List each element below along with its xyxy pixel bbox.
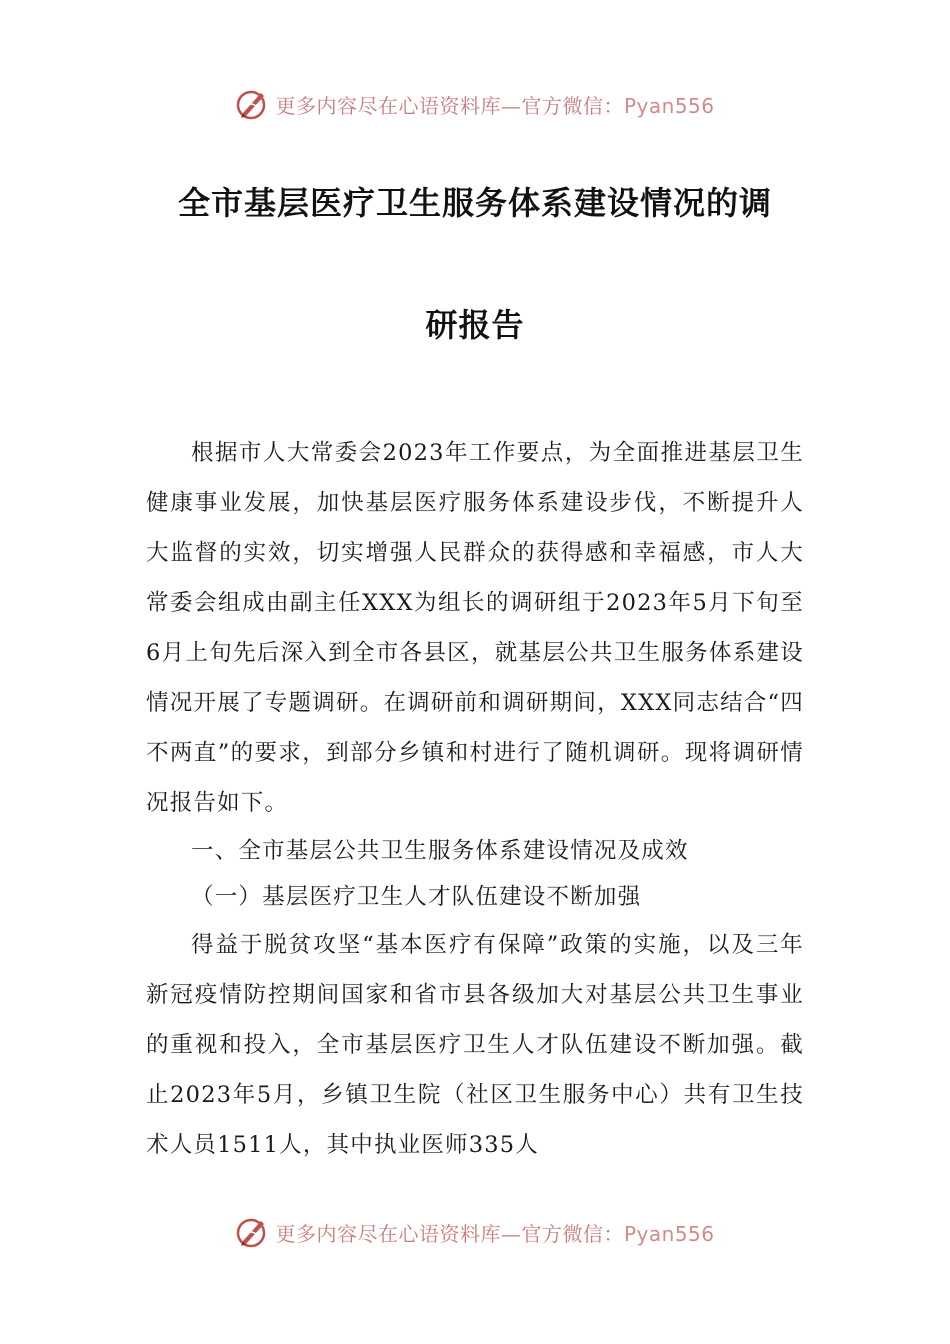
header-watermark-banner — [0, 84, 950, 124]
banner-wechat-id: Pyan556 — [623, 1221, 715, 1246]
pen-circle-logo-icon — [235, 1215, 269, 1249]
footer-watermark-banner — [0, 1212, 950, 1252]
banner-text: 更多内容尽在心语资料库—官方微信：Pyan556 — [275, 93, 715, 118]
document-title-line-1: 全市基层医疗卫生服务体系建设情况的调 — [177, 184, 772, 222]
document-body — [146, 428, 804, 1170]
section-heading: 一、全市基层公共卫生服务体系建设情况及成效 — [191, 838, 689, 864]
document-title-line-2: 研报告 — [425, 306, 525, 344]
banner-wechat-id: Pyan556 — [623, 93, 715, 118]
subsection-heading: （一）基层医疗卫生人才队伍建设不断加强 — [191, 884, 642, 910]
pen-circle-logo-icon — [235, 87, 269, 121]
subsection-paragraph: 得益于脱贫攻坚“基本医疗有保障”政策的实施，以及三年新冠疫情防控期间国家和省市县各级加大对基层公共卫生事业的重视和投入，全市基层医疗卫生人才队伍建设不断加强。截止2023年5月，乡镇卫生院（社区卫生服务中心）共有卫生技术人员1511人，其中执业医师335人 — [146, 932, 804, 1158]
banner-text: 更多内容尽在心语资料库—官方微信：Pyan556 — [275, 1221, 715, 1246]
intro-paragraph: 根据市人大常委会2023年工作要点，为全面推进基层卫生健康事业发展，加快基层医疗服务体系建设步伐，不断提升人大监督的实效，切实增强人民群众的获得感和幸福感，市人大常委会组成由副主任XXX为组长的调研组于2023年5月下旬至6月上旬先后深入到全市各县区，就基层公共卫生服务体系建设情况开展了专题调研。在调研前和调研期间，XXX同志结合“四不两直”的要求，到部分乡镇和村进行了随机调研。现将调研情况报告如下。 — [146, 440, 804, 816]
